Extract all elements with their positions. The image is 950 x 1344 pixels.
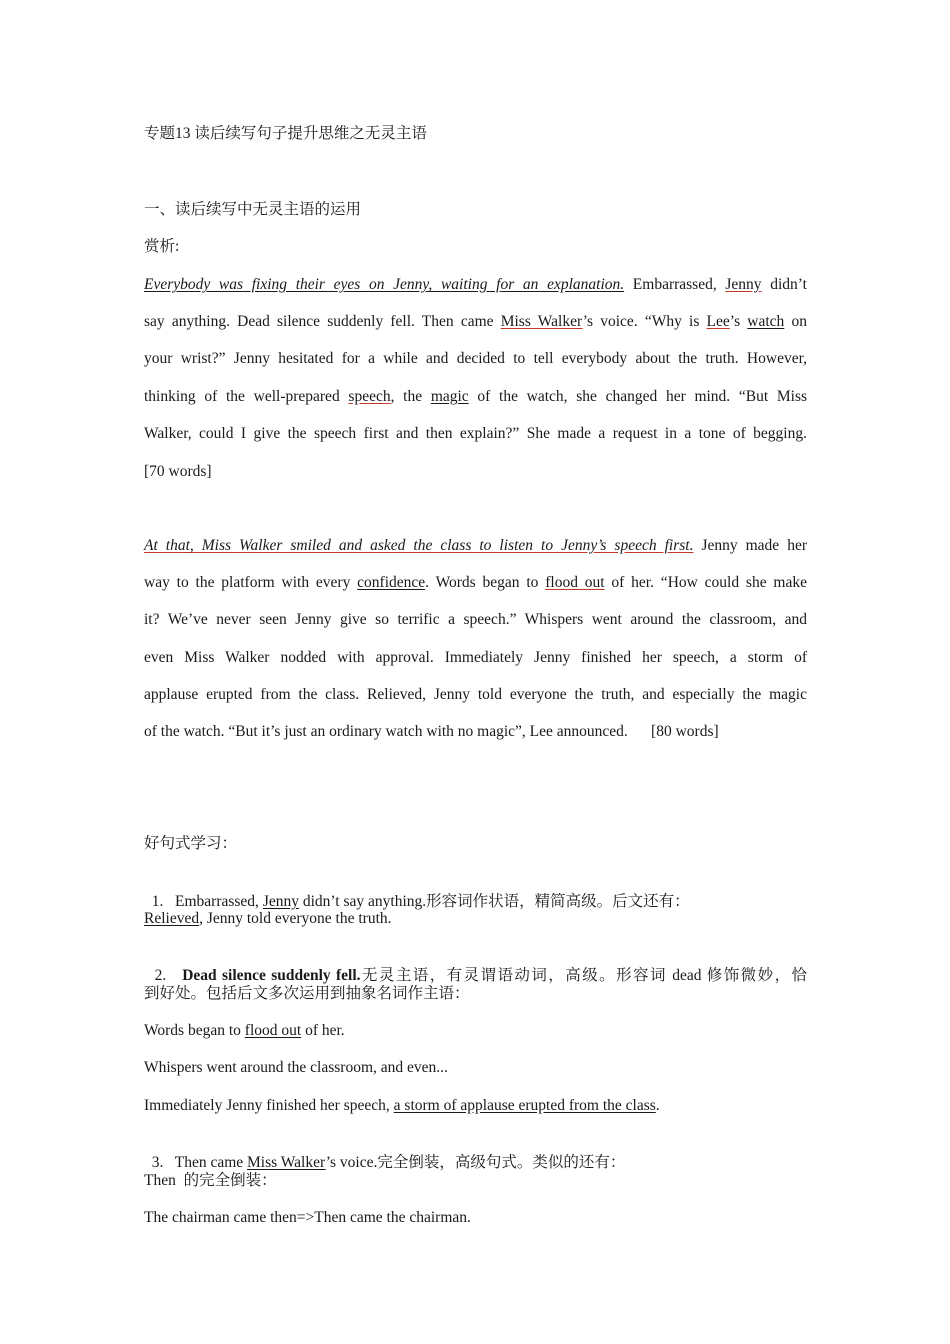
para1-wordcount: [70 words] xyxy=(144,463,212,480)
study-item-2-cont: 到好处。包括后文多次运用到抽象名词作主语： xyxy=(144,985,470,1002)
para1-line2 xyxy=(144,312,807,332)
then-inversion-example: The chairman came then=>Then came the chairman. xyxy=(144,1209,471,1226)
underlined-word: Jenny xyxy=(725,276,762,293)
study-example-2: Whispers went around the classroom, and even... xyxy=(144,1059,448,1076)
text: way to the platform with every xyxy=(144,574,358,591)
text: ’s xyxy=(729,313,748,330)
underlined-word: Miss Walker xyxy=(500,313,583,330)
underlined-word: magic xyxy=(430,388,469,405)
analysis-label: 赏析: xyxy=(144,238,180,255)
text: of her. xyxy=(301,1022,345,1039)
then-inversion-label: Then 的完全倒装： xyxy=(144,1172,277,1189)
underlined-word: flood out xyxy=(545,574,605,591)
underlined-word: Miss Walker xyxy=(247,1154,326,1171)
para2-line3: it? We’ve never seen Jenny give so terrific a speech.” Whispers went around the classroom, and xyxy=(144,611,807,628)
study-heading: 好句式学习： xyxy=(144,835,238,852)
para2-line4: even Miss Walker nodded with approval. Immediately Jenny finished her speech, a storm of xyxy=(144,649,807,666)
underlined-sentence: At that, Miss Walker smiled and asked the class to listen to Jenny’s speech first. xyxy=(144,537,694,554)
para1-line5: Walker, could I give the speech first and then explain?” She made a request in a tone of begging. xyxy=(144,425,807,442)
text: . Words began to xyxy=(425,574,546,591)
underlined-word: Lee xyxy=(706,313,730,330)
text: ’s voice. “Why is xyxy=(582,313,707,330)
study-example-1 xyxy=(144,1021,807,1041)
text: of the watch, she changed her mind. “But Miss xyxy=(468,388,808,405)
underlined-word: Relieved xyxy=(144,910,200,927)
underlined-word: confidence xyxy=(357,574,426,591)
study-item-1-example xyxy=(144,909,807,929)
study-item-2 xyxy=(144,946,807,986)
underlined-phrase: a storm of applause erupted from the class xyxy=(393,1097,656,1114)
text: didn’t say anything.形容词作状语，精简高级。后文还有： xyxy=(298,893,690,910)
underlined-sentence: Everybody was fixing their eyes on Jenny, waiting for an explanation. xyxy=(144,276,625,293)
section-heading: 一、读后续写中无灵主语的运用 xyxy=(144,201,362,218)
para1-line1 xyxy=(144,275,807,295)
study-item-3 xyxy=(144,1133,807,1173)
underlined-word: speech xyxy=(348,388,391,405)
text: 无灵主语，有灵谓语动词，高级。形容词 dead 修饰微妙，恰 xyxy=(360,967,808,984)
text: didn’t xyxy=(761,276,807,293)
para2-line2 xyxy=(144,573,807,593)
text: Immediately Jenny finished her speech, xyxy=(144,1097,394,1114)
text: 2. xyxy=(154,967,183,984)
text: on xyxy=(784,313,807,330)
underlined-word: watch xyxy=(747,313,785,330)
text: , Jenny told everyone the truth. xyxy=(199,910,392,927)
text: thinking of the well-prepared xyxy=(144,388,349,405)
underlined-word: Jenny xyxy=(262,893,299,910)
text: Words began to xyxy=(144,1022,245,1039)
text: ’s voice.完全倒装，高级句式。类似的还有： xyxy=(325,1154,626,1171)
para1-line3: your wrist?” Jenny hesitated for a while and decided to tell everybody about the truth. However, xyxy=(144,350,807,367)
page-title: 专题13 读后续写句子提升思维之无灵主语 xyxy=(144,125,427,142)
text: of her. “How could she make xyxy=(604,574,807,591)
text: 1. Embarrassed, xyxy=(151,893,263,910)
text: say anything. Dead silence suddenly fell. Then came xyxy=(144,313,501,330)
underlined-word: flood out xyxy=(244,1022,302,1039)
text: Embarrassed, xyxy=(624,276,726,293)
study-item-1 xyxy=(144,872,807,912)
para2-line6: of the watch. “But it’s just an ordinary watch with no magic”, Lee announced. [80 words] xyxy=(144,723,719,740)
text: Jenny made her xyxy=(693,537,807,554)
para1-line4 xyxy=(144,387,807,407)
text: . xyxy=(655,1097,660,1114)
text: , the xyxy=(390,388,431,405)
study-example-3 xyxy=(144,1096,807,1116)
para2-line1 xyxy=(144,536,807,556)
para2-line5: applause erupted from the class. Relieved, Jenny told everyone the truth, and especially the magic xyxy=(144,686,807,703)
text: 3. Then came xyxy=(151,1154,248,1171)
bold-sentence: Dead silence suddenly fell. xyxy=(182,967,361,984)
